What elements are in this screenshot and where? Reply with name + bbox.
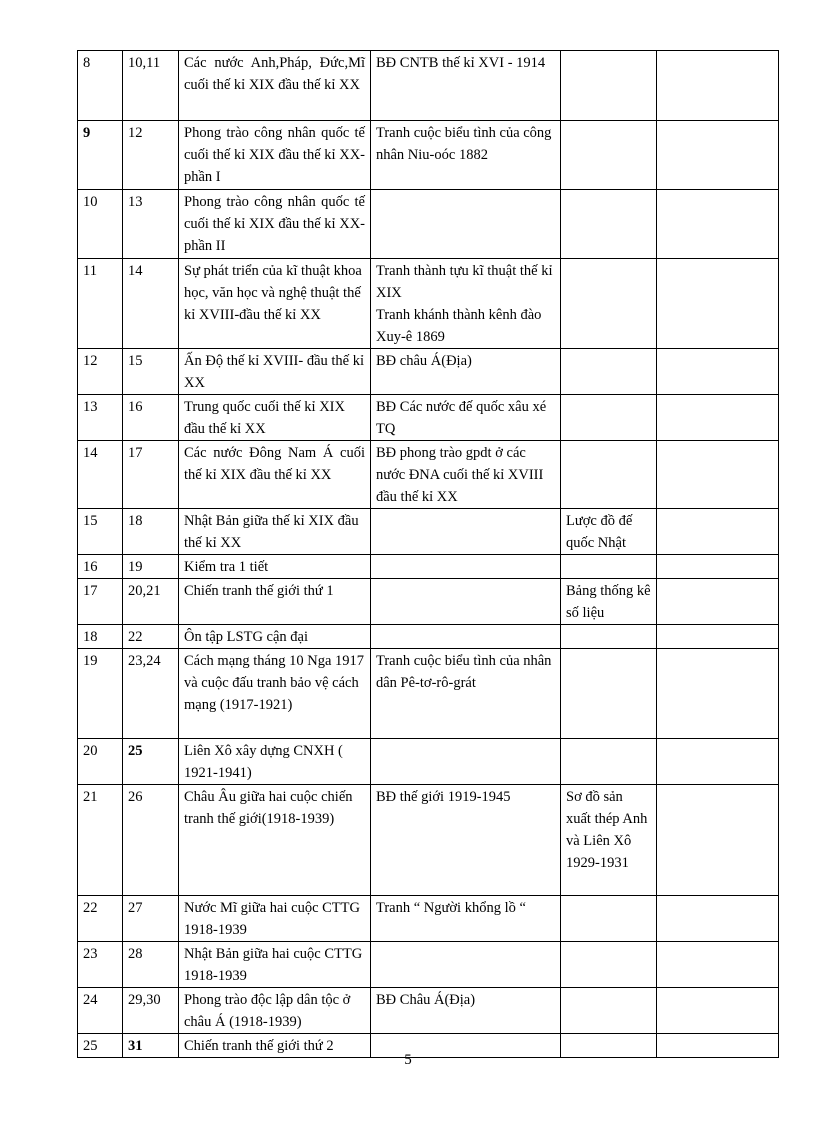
row-number: 11 — [78, 259, 123, 349]
lesson-title: Trung quốc cuối thế kỉ XIX đầu thế kỉ XX — [179, 395, 371, 441]
other-teaching-aids — [561, 555, 657, 579]
notes-cell — [657, 259, 779, 349]
notes-cell — [657, 896, 779, 942]
table-row — [78, 739, 779, 785]
notes-cell — [657, 739, 779, 785]
other-teaching-aids — [561, 51, 657, 121]
row-number: 24 — [78, 988, 123, 1034]
notes-cell — [657, 121, 779, 190]
row-number: 16 — [78, 555, 123, 579]
row-number: 23 — [78, 942, 123, 988]
row-number: 9 — [78, 121, 123, 190]
row-number: 17 — [78, 579, 123, 625]
lesson-title: Phong trào công nhân quốc tế cuối thế kỉ XIX đầu thế kỉ XX-phần I — [179, 121, 371, 190]
period-number: 16 — [123, 395, 179, 441]
period-number: 12 — [123, 121, 179, 190]
teaching-aid-pictures: BĐ phong trào gpdt ở các nước ĐNA cuối thế kỉ XVIII đầu thế kỉ XX — [371, 441, 561, 509]
teaching-aid-pictures: Tranh thành tựu kĩ thuật thế kỉ XIX Tranh khánh thành kênh đào Xuy-ê 1869 — [371, 259, 561, 349]
period-number: 19 — [123, 555, 179, 579]
period-number: 22 — [123, 625, 179, 649]
other-teaching-aids: Sơ đồ sản xuất thép Anh và Liên Xô 1929-1931 — [561, 785, 657, 896]
teaching-aid-pictures: BĐ Châu Á(Địa) — [371, 988, 561, 1034]
table-row — [78, 259, 779, 349]
period-number: 23,24 — [123, 649, 179, 739]
table-row — [78, 649, 779, 739]
other-teaching-aids — [561, 259, 657, 349]
other-teaching-aids — [561, 896, 657, 942]
teaching-aid-pictures: BĐ thế giới 1919-1945 — [371, 785, 561, 896]
row-number: 13 — [78, 395, 123, 441]
table-row — [78, 988, 779, 1034]
teaching-aid-pictures: BĐ Các nước đế quốc xâu xé TQ — [371, 395, 561, 441]
notes-cell — [657, 988, 779, 1034]
teaching-aid-pictures: Tranh “ Người khổng lồ “ — [371, 896, 561, 942]
row-number: 14 — [78, 441, 123, 509]
notes-cell — [657, 190, 779, 259]
other-teaching-aids: Bảng thống kê số liệu — [561, 579, 657, 625]
lesson-title: Kiểm tra 1 tiết — [179, 555, 371, 579]
row-number: 12 — [78, 349, 123, 395]
lesson-title: Phong trào công nhân quốc tế cuối thế kỉ XIX đầu thế kỉ XX-phần II — [179, 190, 371, 259]
table-row — [78, 349, 779, 395]
other-teaching-aids — [561, 942, 657, 988]
table-row — [78, 441, 779, 509]
teaching-aid-pictures — [371, 625, 561, 649]
other-teaching-aids: Lược đồ đế quốc Nhật — [561, 509, 657, 555]
teaching-aid-pictures: BĐ châu Á(Địa) — [371, 349, 561, 395]
row-number: 20 — [78, 739, 123, 785]
lesson-title: Cách mạng tháng 10 Nga 1917 và cuộc đấu tranh bảo vệ cách mạng (1917-1921) — [179, 649, 371, 739]
notes-cell — [657, 441, 779, 509]
table-row — [78, 785, 779, 896]
teaching-aid-pictures: Tranh cuộc biểu tình của nhân dân Pê-tơ-rô-grát — [371, 649, 561, 739]
row-number: 21 — [78, 785, 123, 896]
other-teaching-aids — [561, 441, 657, 509]
table-row — [78, 896, 779, 942]
table-row — [78, 121, 779, 190]
other-teaching-aids — [561, 649, 657, 739]
teaching-aid-pictures — [371, 509, 561, 555]
other-teaching-aids — [561, 190, 657, 259]
notes-cell — [657, 785, 779, 896]
period-number: 28 — [123, 942, 179, 988]
row-number: 15 — [78, 509, 123, 555]
lesson-title: Ôn tập LSTG cận đại — [179, 625, 371, 649]
teaching-aid-pictures: BĐ CNTB thế kỉ XVI - 1914 — [371, 51, 561, 121]
notes-cell — [657, 649, 779, 739]
period-number: 27 — [123, 896, 179, 942]
teaching-aid-pictures — [371, 555, 561, 579]
table-row — [78, 555, 779, 579]
page-number: 5 — [404, 1052, 412, 1068]
notes-cell — [657, 51, 779, 121]
lesson-title: Châu Âu giữa hai cuộc chiến tranh thế giới(1918-1939) — [179, 785, 371, 896]
table-row — [78, 942, 779, 988]
table-row — [78, 509, 779, 555]
period-number: 25 — [123, 739, 179, 785]
table-row — [78, 395, 779, 441]
lesson-title: Chiến tranh thế giới thứ 2 — [179, 1034, 371, 1058]
table-row — [78, 625, 779, 649]
lesson-title: Ấn Độ thế kỉ XVIII- đầu thế kỉ XX — [179, 349, 371, 395]
other-teaching-aids — [561, 395, 657, 441]
notes-cell — [657, 509, 779, 555]
row-number: 18 — [78, 625, 123, 649]
lesson-title: Nước Mĩ giữa hai cuộc CTTG 1918-1939 — [179, 896, 371, 942]
lesson-title: Sự phát triển của kĩ thuật khoa học, văn học và nghệ thuật thế kỉ XVIII-đầu thế kỉ XX — [179, 259, 371, 349]
period-number: 10,11 — [123, 51, 179, 121]
table-row — [78, 51, 779, 121]
period-number: 18 — [123, 509, 179, 555]
lesson-title: Phong trào độc lập dân tộc ở châu Á (1918-1939) — [179, 988, 371, 1034]
row-number: 10 — [78, 190, 123, 259]
other-teaching-aids — [561, 739, 657, 785]
period-number: 29,30 — [123, 988, 179, 1034]
lesson-title: Chiến tranh thế giới thứ 1 — [179, 579, 371, 625]
row-number: 19 — [78, 649, 123, 739]
period-number: 20,21 — [123, 579, 179, 625]
row-number: 8 — [78, 51, 123, 121]
notes-cell — [657, 349, 779, 395]
lesson-title: Liên Xô xây dựng CNXH ( 1921-1941) — [179, 739, 371, 785]
notes-cell — [657, 942, 779, 988]
teaching-aid-pictures — [371, 190, 561, 259]
table-row — [78, 579, 779, 625]
teaching-aid-pictures: Tranh cuộc biểu tình của công nhân Niu-oóc 1882 — [371, 121, 561, 190]
period-number: 17 — [123, 441, 179, 509]
period-number: 26 — [123, 785, 179, 896]
row-number: 25 — [78, 1034, 123, 1058]
teaching-aid-pictures — [371, 942, 561, 988]
lesson-title: Các nước Anh,Pháp, Đức,Mĩ cuối thế kỉ XIX đầu thế kỉ XX — [179, 51, 371, 121]
lesson-plan-table — [77, 50, 779, 1058]
notes-cell — [657, 579, 779, 625]
lesson-title: Nhật Bản giữa hai cuộc CTTG 1918-1939 — [179, 942, 371, 988]
other-teaching-aids — [561, 625, 657, 649]
teaching-aid-pictures — [371, 739, 561, 785]
other-teaching-aids — [561, 349, 657, 395]
lesson-title: Các nước Đông Nam Á cuối thế kỉ XIX đầu thế kỉ XX — [179, 441, 371, 509]
other-teaching-aids — [561, 121, 657, 190]
period-number: 31 — [123, 1034, 179, 1058]
notes-cell — [657, 625, 779, 649]
notes-cell — [657, 395, 779, 441]
period-number: 13 — [123, 190, 179, 259]
row-number: 22 — [78, 896, 123, 942]
teaching-aid-pictures — [371, 579, 561, 625]
notes-cell — [657, 555, 779, 579]
lesson-title: Nhật Bản giữa thế kỉ XIX đầu thế kỉ XX — [179, 509, 371, 555]
period-number: 15 — [123, 349, 179, 395]
table-row — [78, 190, 779, 259]
other-teaching-aids — [561, 988, 657, 1034]
period-number: 14 — [123, 259, 179, 349]
